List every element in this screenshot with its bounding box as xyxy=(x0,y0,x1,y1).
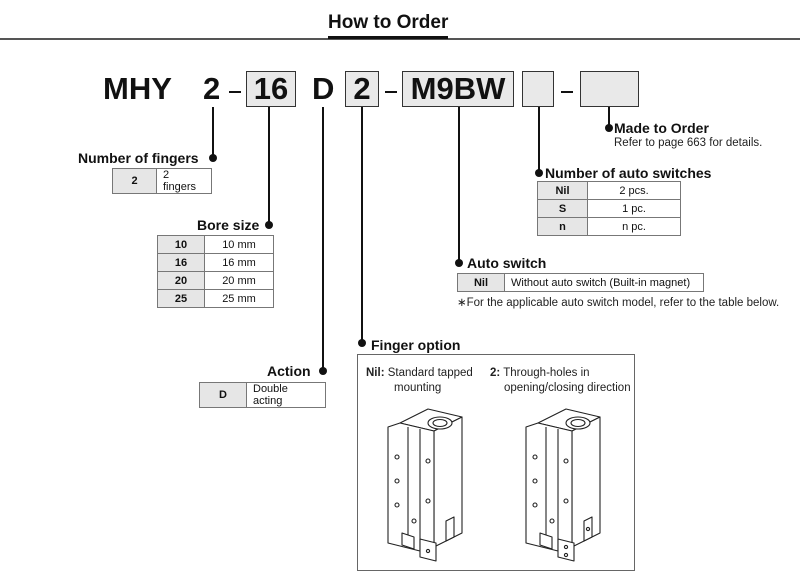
num-switches-heading: Number of auto switches xyxy=(545,165,712,181)
num-switches-value: 2 pcs. xyxy=(588,182,681,200)
table-row xyxy=(458,274,704,292)
table-row xyxy=(158,290,274,308)
auto-switch-note: ∗For the applicable auto switch model, refer to the table below. xyxy=(457,297,780,309)
leader-dot-bore xyxy=(265,221,273,229)
option-2-text1: Through-holes in xyxy=(503,367,590,379)
bore-key: 20 xyxy=(158,272,205,290)
leader-dot-auto-switch xyxy=(455,259,463,267)
code-prefix: MHY xyxy=(103,71,172,106)
option-nil-key: Nil: xyxy=(366,367,385,379)
action-key: D xyxy=(200,383,247,408)
made-to-order-note: Refer to page 663 for details. xyxy=(614,137,763,149)
action-value: Double acting xyxy=(247,383,326,408)
leader-dot-finger-option xyxy=(358,339,366,347)
code-option-box: 2 xyxy=(345,71,379,107)
page-title: How to Order xyxy=(328,12,448,39)
bore-value: 16 mm xyxy=(205,254,274,272)
option-nil-text2: mounting xyxy=(394,382,442,394)
table-row xyxy=(158,272,274,290)
num-switches-value: 1 pc. xyxy=(588,200,681,218)
code-num-switch-box xyxy=(522,71,554,107)
leader-dot-num-switches xyxy=(535,169,543,177)
bore-heading: Bore size xyxy=(197,217,260,233)
action-table xyxy=(199,382,326,408)
fingers-table xyxy=(112,168,212,194)
leader-fingers xyxy=(212,107,214,157)
num-switches-key: n xyxy=(538,218,588,236)
table-row xyxy=(538,218,681,236)
code-bore-box: 16 xyxy=(246,71,296,107)
num-switches-key: Nil xyxy=(538,182,588,200)
table-row xyxy=(158,254,274,272)
auto-switch-table xyxy=(457,273,704,292)
bore-key: 25 xyxy=(158,290,205,308)
bore-table xyxy=(157,235,274,308)
code-made-to-order-box xyxy=(580,71,639,107)
bore-key: 16 xyxy=(158,254,205,272)
code-action: D xyxy=(312,71,335,106)
code-dash-3 xyxy=(561,91,573,93)
gripper-standard-illustration xyxy=(380,401,480,563)
num-switches-key: S xyxy=(538,200,588,218)
auto-switch-key: Nil xyxy=(458,274,505,292)
bore-value: 25 mm xyxy=(205,290,274,308)
auto-switch-heading: Auto switch xyxy=(467,255,547,271)
leader-action xyxy=(322,107,324,371)
table-row xyxy=(158,236,274,254)
code-switch-box: M9BW xyxy=(402,71,514,107)
leader-finger-option xyxy=(361,107,363,343)
num-switches-value: n pc. xyxy=(588,218,681,236)
action-heading: Action xyxy=(267,363,311,379)
code-fingers: 2 xyxy=(203,71,221,106)
code-dash-2 xyxy=(385,91,397,93)
table-row xyxy=(538,182,681,200)
code-dash-1 xyxy=(229,91,241,93)
leader-dot-fingers xyxy=(209,154,217,162)
table-row xyxy=(113,169,212,194)
option-2-text2: opening/closing direction xyxy=(504,382,631,394)
bore-key: 10 xyxy=(158,236,205,254)
option-nil-text1: Standard tapped xyxy=(387,367,473,379)
leader-dot-action xyxy=(319,367,327,375)
leader-dot-made-to-order xyxy=(605,124,613,132)
bore-value: 20 mm xyxy=(205,272,274,290)
finger-option-heading: Finger option xyxy=(371,337,461,353)
gripper-through-holes-illustration xyxy=(518,401,618,563)
fingers-heading: Number of fingers xyxy=(78,150,199,166)
leader-bore xyxy=(268,107,270,225)
fingers-key: 2 xyxy=(113,169,157,194)
leader-num-switches xyxy=(538,107,540,173)
table-row xyxy=(200,383,326,408)
bore-value: 10 mm xyxy=(205,236,274,254)
table-row xyxy=(538,200,681,218)
finger-option-panel xyxy=(357,354,635,571)
leader-auto-switch xyxy=(458,107,460,263)
made-to-order-heading: Made to Order xyxy=(614,120,709,136)
num-switches-table xyxy=(537,181,681,236)
fingers-value: 2 fingers xyxy=(157,169,212,194)
auto-switch-value: Without auto switch (Built-in magnet) xyxy=(505,274,704,292)
option-2-key: 2: xyxy=(490,367,501,379)
